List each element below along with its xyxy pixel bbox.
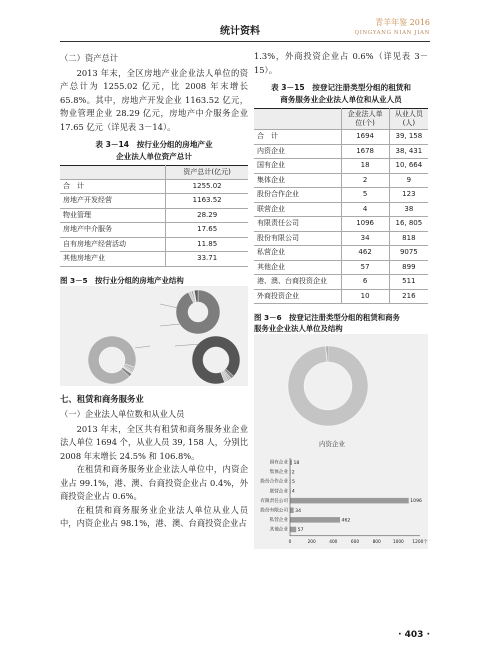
table-row: [60, 208, 248, 223]
fig6-chart: [254, 334, 428, 549]
fig5-donut-charts: [60, 286, 248, 386]
x-tick-label: 400: [329, 539, 338, 545]
left-column: [60, 50, 248, 531]
fig5-caption: 图 3－5 按行业分组的房地产业结构: [60, 275, 184, 285]
table-row: [254, 217, 428, 232]
row-label: 房地产开发经营: [60, 194, 166, 209]
bar-category-label: 联营企业: [269, 489, 288, 495]
fig6-caption: [254, 312, 428, 334]
para-share1: 在租赁和商务服务业企业法人单位中，内资企业占 99.1%，港、澳、台商投资企业占 0.4%，外商投资企业占 0.6%。: [60, 464, 248, 501]
row-label: 有限责任公司: [254, 217, 341, 232]
bar-category-label: 私营企业: [269, 518, 288, 524]
row-people: 9075: [389, 246, 428, 261]
bar: [290, 527, 296, 533]
header-title: 统计资料: [220, 26, 260, 37]
bar-value-label: 2: [291, 470, 295, 476]
row-label: 港、澳、台商投资企业: [254, 275, 341, 290]
brand-title: 青羊年鉴 2016: [375, 18, 430, 27]
header-rule: [60, 41, 430, 42]
bar-value-label: 5: [292, 480, 295, 485]
row-label: 股份有限公司: [254, 231, 341, 246]
subhead-assets: （二）资产总计: [60, 53, 119, 63]
row-people: 39, 158: [389, 130, 428, 145]
row-value: 17.65: [166, 223, 248, 238]
table-row: [254, 202, 428, 217]
bar-category-label: 股份合作企业: [260, 479, 288, 485]
table-row: [254, 275, 428, 290]
bar-value-label: 34: [295, 508, 302, 514]
table15-col1: 企业法人单位(个): [341, 109, 389, 130]
table-row: [254, 246, 428, 261]
table-3-14: [60, 165, 248, 267]
bar-value-label: 4: [291, 489, 295, 495]
bar: [290, 460, 292, 466]
bar-value-label: 462: [341, 518, 351, 524]
table15-col2: 从业人员(人): [389, 109, 428, 130]
row-units: 462: [341, 246, 389, 261]
row-label: 物业管理: [60, 208, 166, 223]
bar-value-label: 18: [293, 460, 300, 466]
section7-title: 七、租赁和商务服务业: [60, 393, 144, 404]
row-value: 1255.02: [166, 179, 248, 194]
table-row: [254, 188, 428, 203]
bar: [290, 517, 340, 523]
fig6-caption-line1: 图 3－6 按登记注册类型分组的租赁和商务: [254, 313, 400, 322]
table15-caption-line2: 商务服务业企业法人单位和从业人员: [280, 95, 402, 104]
table15-header-blank: [254, 109, 341, 130]
bar-chart-title: 内资企业: [319, 440, 345, 448]
donut-slice: [88, 336, 136, 384]
table14-header: 资产总计(亿元): [166, 166, 248, 180]
row-units: 10: [341, 289, 389, 304]
row-people: 38: [389, 202, 428, 217]
leader-line: [135, 346, 150, 348]
bar-value-label: 57: [297, 528, 304, 533]
brand-subtitle: QINGYANG NIAN JIAN: [354, 30, 430, 36]
row-people: 123: [389, 188, 428, 203]
row-label: 内资企业: [254, 144, 341, 159]
table14-caption-line2: 企业法人单位资产总计: [116, 152, 192, 161]
row-label: 房地产中介服务: [60, 223, 166, 238]
x-tick-label: 200: [307, 539, 316, 545]
table14-caption-line1: 表 3－14 按行业分组的房地产业: [95, 140, 213, 149]
row-people: 38, 431: [389, 144, 428, 159]
x-tick-label: 600: [350, 539, 360, 545]
x-tick-label: 0: [288, 539, 292, 545]
row-units: 1678: [341, 144, 389, 159]
para-units: 2013 年末，全区共有租赁和商务服务业企业法人单位 1694 个，从业人员 39, 158 人，分别比 2008 年末增长 24.5% 和 106.8%。: [60, 423, 248, 461]
row-label: 国有企业: [254, 159, 341, 174]
bar-category-label: 集体企业: [269, 470, 288, 476]
row-units: 57: [341, 260, 389, 275]
row-label: 股份合作企业: [254, 188, 341, 203]
row-label: 自有房地产经营活动: [60, 237, 166, 252]
table-row: [60, 237, 248, 252]
row-label: 联营企业: [254, 202, 341, 217]
right-column: [254, 50, 428, 549]
table-row: [254, 144, 428, 159]
bar: [290, 498, 409, 504]
row-value: 1163.52: [166, 194, 248, 209]
bar-category-label: 股份有限公司: [260, 508, 288, 514]
row-units: 1096: [341, 217, 389, 232]
bar-category-label: 其他企业: [269, 527, 288, 533]
fig6-caption-line2: 服务业企业法人单位及结构: [254, 324, 343, 333]
table14-caption: [60, 139, 248, 163]
table-row: [254, 130, 428, 145]
row-units: 1694: [341, 130, 389, 145]
row-people: 16, 805: [389, 217, 428, 232]
row-people: 10, 664: [389, 159, 428, 174]
row-value: 11.85: [166, 237, 248, 252]
table-row: [254, 159, 428, 174]
row-label: 合 计: [60, 179, 166, 194]
row-people: 818: [389, 231, 428, 246]
para-assets: 2013 年末，全区房地产业企业法人单位的资产总计为 1255.02 亿元，比 2008 年末增长 65.8%。其中，房地产开发企业 1163.52 亿元，物业管理企业 28.29 亿元，房地产中介服务企业 17.65 亿元（详见表 3－14）。: [60, 67, 248, 132]
x-tick-label: 800: [372, 539, 381, 545]
row-value: 33.71: [166, 252, 248, 267]
row-people: 9: [389, 173, 428, 188]
table-row: [60, 223, 248, 238]
row-units: 34: [341, 231, 389, 246]
leader-line: [175, 344, 200, 346]
table-row: [60, 194, 248, 209]
table-row: [60, 179, 248, 194]
row-people: 511: [389, 275, 428, 290]
table14-header-blank: [60, 166, 166, 180]
bar-category-label: 国有企业: [269, 460, 288, 466]
header-brand: [355, 18, 430, 38]
row-label: 合 计: [254, 130, 341, 145]
row-units: 18: [341, 159, 389, 174]
table15-caption: [254, 82, 428, 106]
leader-line: [160, 324, 180, 326]
row-label: 其他企业: [254, 260, 341, 275]
subhead-units: （一）企业法人单位数和从业人员: [60, 409, 185, 419]
table15-caption-line1: 表 3－15 按登记注册类型分组的租赁和: [271, 83, 411, 92]
table-row: [254, 231, 428, 246]
leader-line: [160, 304, 178, 308]
bar: [290, 508, 294, 514]
table-3-15: [254, 108, 428, 304]
row-value: 28.29: [166, 208, 248, 223]
x-tick-label: 1200个: [412, 539, 428, 545]
page-number: · 403 ·: [398, 630, 430, 640]
row-label: 外商投资企业: [254, 289, 341, 304]
bar-value-label: 1096: [410, 499, 422, 505]
row-units: 2: [341, 173, 389, 188]
x-tick-label: 1000: [392, 539, 404, 545]
donut-slice: [288, 346, 368, 426]
row-label: 私营企业: [254, 246, 341, 261]
row-units: 4: [341, 202, 389, 217]
table-row: [60, 252, 248, 267]
bar-category-label: 有限责任公司: [260, 498, 288, 504]
row-label: 其他房地产业: [60, 252, 166, 267]
row-people: 216: [389, 289, 428, 304]
row-label: 集体企业: [254, 173, 341, 188]
para-share2: 在租赁和商务服务业企业法人单位从业人员中，内资企业占 98.1%，港、澳、台商投资企业占: [60, 504, 248, 528]
row-units: 6: [341, 275, 389, 290]
row-people: 899: [389, 260, 428, 275]
row-units: 5: [341, 188, 389, 203]
para-continued: 1.3%，外商投资企业占 0.6%（详见表 3－15）。: [254, 51, 428, 75]
table-row: [254, 289, 428, 304]
table-row: [254, 260, 428, 275]
table-row: [254, 173, 428, 188]
